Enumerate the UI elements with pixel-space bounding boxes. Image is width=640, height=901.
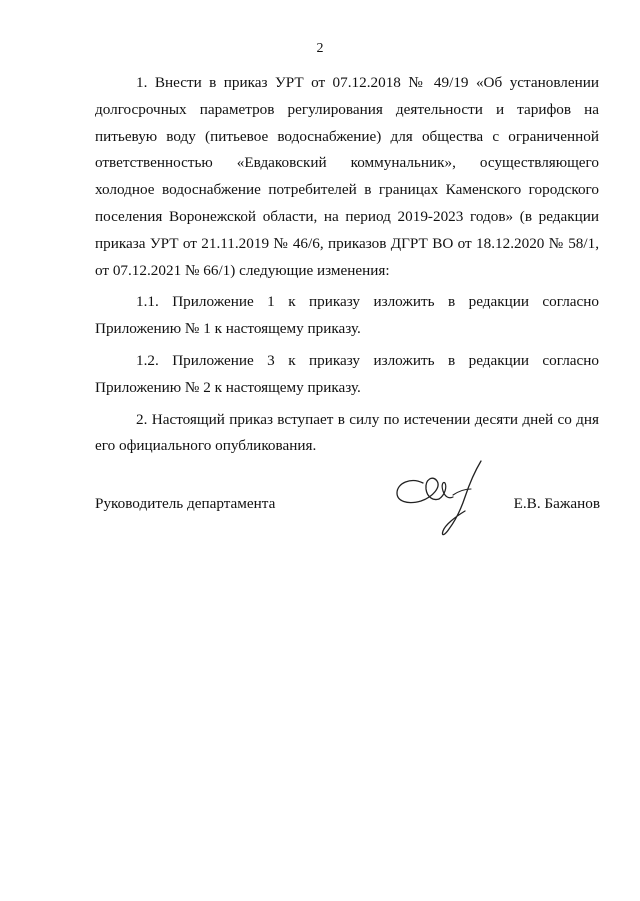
signature-block xyxy=(95,495,600,517)
paragraph-2-effective-date: 2. Настоящий приказ вступает в силу по истечении десяти дней со дня его официального опубликования. xyxy=(95,410,599,455)
signer-name: Е.В. Бажанов xyxy=(513,495,600,512)
paragraph-1-1-appendix-1: 1.1. Приложение 1 к приказу изложить в редакции согласно Приложению № 1 к настоящему приказу. xyxy=(95,293,599,338)
paragraph-1-amendments: 1. Внести в приказ УРТ от 07.12.2018 № 49/19 «Об установлении долгосрочных параметров регулирования деятельности и тарифов на питьевую воду (питьевое водоснабжение) для общества с ограниченной ответственностью «Евдаковский коммунальник», осуществляющего холодное водоснабжение потребителей в границах Каменского городского поселения Воронежской области, на период 2019-2023 годов» (в редакции приказа УРТ от 21.11.2019 № 46/6, приказов ДГРТ ВО от 18.12.2020 № 58/1, от 07.12.2021 № 66/1) следующие изменения: xyxy=(95,74,599,279)
signer-title: Руководитель департамента xyxy=(95,495,276,512)
document-body xyxy=(95,70,599,460)
handwritten-signature xyxy=(393,455,493,545)
paragraph-1-2-appendix-3: 1.2. Приложение 3 к приказу изложить в редакции согласно Приложению № 2 к настоящему приказу. xyxy=(95,351,599,396)
page-number: 2 xyxy=(316,41,324,56)
